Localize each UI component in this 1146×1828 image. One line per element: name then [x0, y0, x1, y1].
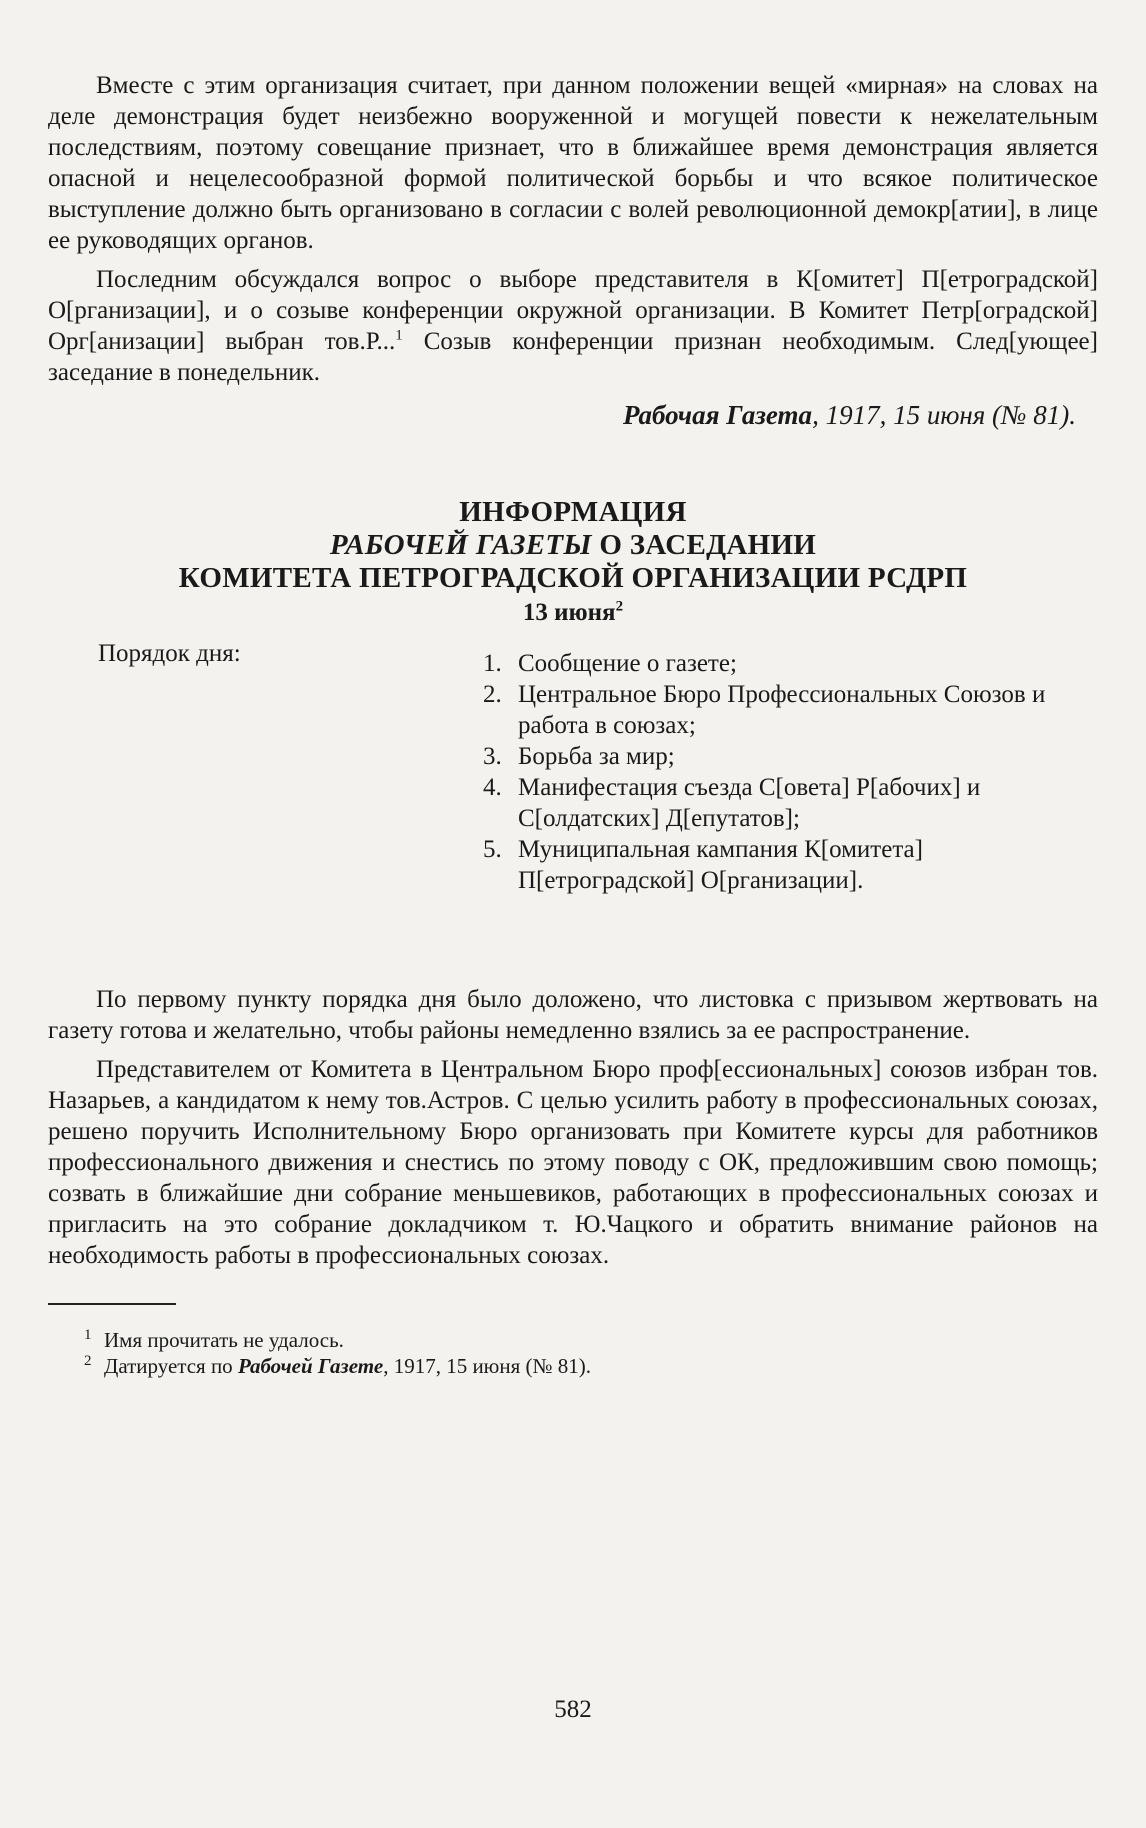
footnote-mark: 1: [84, 1327, 92, 1343]
footnote-text: [104, 1353, 591, 1379]
footnote-marker[interactable]: 2: [615, 598, 624, 615]
footnote-mark: 2: [84, 1353, 92, 1369]
footnote-text: Имя прочитать не удалось.: [104, 1328, 344, 1352]
page-content: [48, 70, 1098, 1379]
body-paragraph: По первому пункту порядка дня было доложено, что листовка с призывом жертвовать на газету готова и желательно, чтобы районы немедленно взялись за ее распространение.: [48, 986, 1098, 1044]
agenda-text: Сообщение о газете;: [518, 650, 737, 677]
agenda-text: Муниципальная кампания К[омитета] П[етроградской] О[рганизации].: [518, 836, 923, 894]
paragraph-text: Последним обсуждался вопрос о выборе представителя в К[омитет] П[етроградской] О[рганизации], и о созыве конференции окружной организации. В Комитет Петр[оградской] Орг[анизации] выбран тов.Р...: [48, 266, 1098, 355]
source-date: , 1917, 15 июня (№ 81).: [812, 400, 1076, 430]
agenda-item: [483, 741, 1095, 772]
page-number: 582: [554, 1696, 592, 1723]
footnote-divider: [48, 1303, 176, 1305]
heading-rest: О ЗАСЕДАНИИ: [591, 529, 817, 561]
footnote-marker[interactable]: 1: [395, 327, 403, 344]
body-paragraph: Вместе с этим организация считает, при данном положении вещей «мирная» на словах на деле демонстрация будет неизбежно вооруженной и могущей повести к нежелательным последствиям, поэтому совещание признает, что в ближайшее время демонстрация является опасной и нецелесообразной формой политической борьбы и что всякое политическое выступление должно быть организовано в согласии с волей революционной демокр[атии], в лице ее руководящих органов.: [48, 72, 1098, 254]
agenda-item: [483, 648, 1095, 679]
footnotes: [48, 1327, 1098, 1379]
heading-date-text: 13 июня: [522, 599, 616, 626]
agenda-number: 2.: [483, 681, 502, 708]
agenda-number: 5.: [483, 836, 502, 863]
agenda-text: Манифестация съезда С[овета] Р[абочих] и С[олдатских] Д[епутатов];: [518, 774, 981, 832]
footnote-suffix: , 1917, 15 июня (№ 81).: [383, 1354, 592, 1378]
agenda-item: [483, 679, 1095, 741]
agenda-number: 3.: [483, 743, 502, 770]
agenda: [48, 638, 1098, 974]
footnote: [48, 1353, 1098, 1379]
agenda-list: [483, 648, 1095, 896]
source-name: Рабочая Газета: [623, 400, 813, 430]
heading-italic: РАБОЧЕЙ ГАЗЕТЫ: [329, 529, 592, 561]
agenda-item: [483, 834, 1095, 896]
footnote-source: Рабочей Газете: [237, 1354, 384, 1378]
agenda-text: Борьба за мир;: [518, 743, 675, 770]
heading-line: КОМИТЕТА ПЕТРОГРАДСКОЙ ОРГАНИЗАЦИИ РСДРП: [178, 562, 968, 594]
footnote: [48, 1327, 1098, 1353]
body-paragraph: [48, 264, 1098, 388]
agenda-number: 4.: [483, 774, 502, 801]
heading-date: [48, 597, 1098, 628]
paragraph-text: Созыв конференции признан необходимым. След[ующее] заседание в понедельник.: [48, 328, 1098, 386]
agenda-text: Центральное Бюро Профессиональных Союзов и работа в союзах;: [518, 681, 1046, 739]
section-heading: [48, 496, 1098, 595]
footnote-prefix: Датируется по: [104, 1354, 238, 1378]
heading-line: [48, 529, 1098, 562]
body-paragraph: Представителем от Комитета в Центральном Бюро проф[ессиональных] союзов избран тов. Назарьев, а кандидатом к нему тов.Астров. С целью усилить работу в профессиональных союзах, решено поручить Исполнительному Бюро организовать при Комитете курсы для работников профессионального движения и снестись по этому поводу с ОК, предложившим свою помощь; созвать в ближайшие дни собрание меньшевиков, работающих в профессиональных союзах и пригласить на это собрание докладчиком т. Ю.Чацкого и обратить внимание районов на необходимость работы в профессиональных союзах.: [48, 1056, 1098, 1269]
source-citation: [48, 398, 1076, 432]
heading-line: ИНФОРМАЦИЯ: [459, 496, 687, 528]
agenda-item: [483, 772, 1095, 834]
agenda-label: Порядок дня:: [98, 640, 241, 667]
agenda-number: 1.: [483, 650, 502, 677]
